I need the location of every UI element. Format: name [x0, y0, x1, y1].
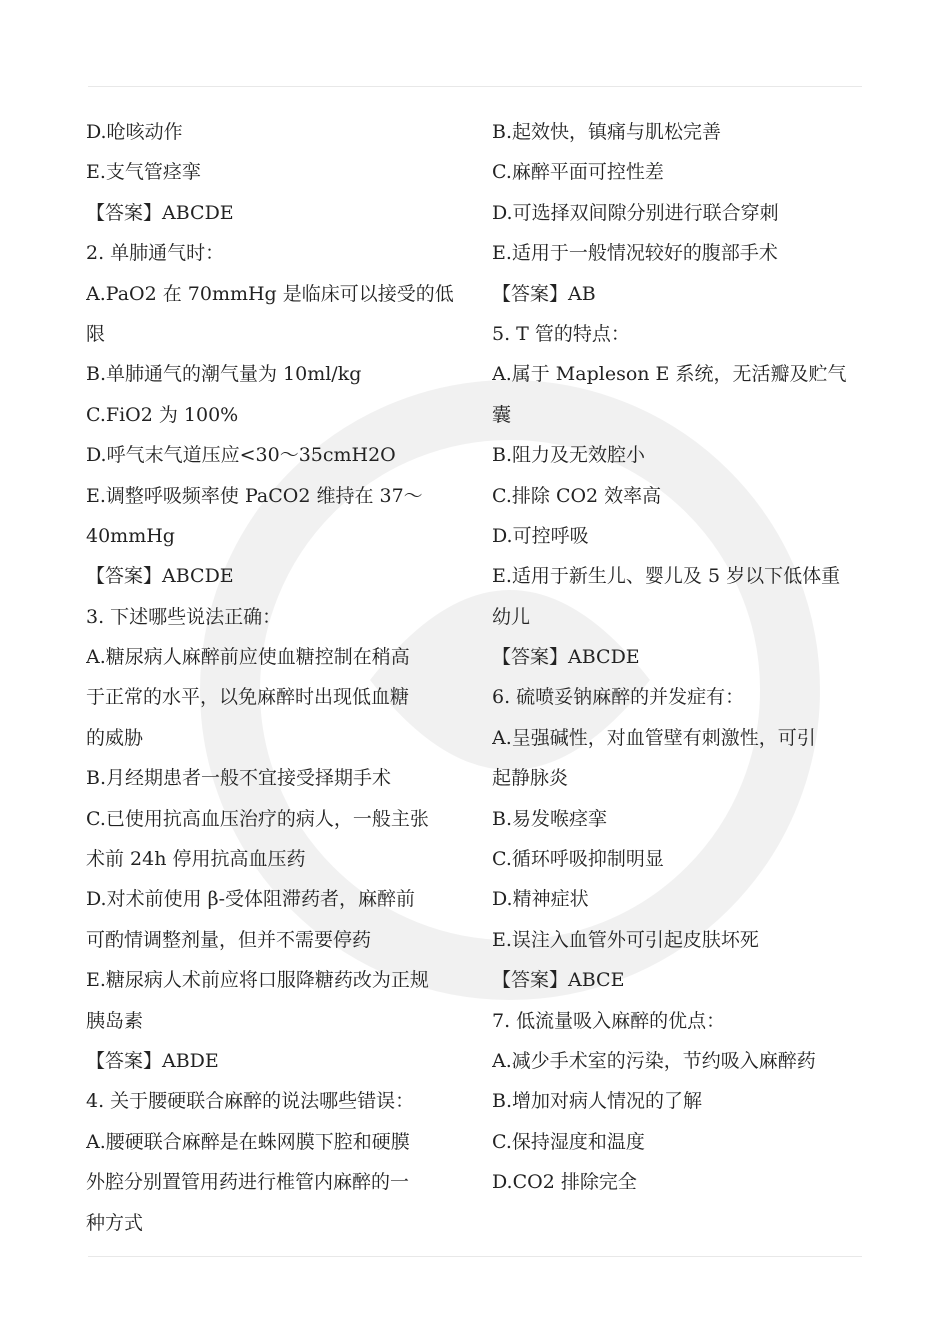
text-line: E.适用于新生儿、婴儿及 5 岁以下低体重 [492, 565, 841, 588]
text-line: A.呈强碱性，对血管壁有刺激性，可引 [492, 726, 816, 749]
text-line: 可酌情调整剂量，但并不需要停药 [86, 928, 372, 951]
text-line: 6. 硫喷妥钠麻醉的并发症有： [492, 686, 745, 709]
text-line: D.CO2 排除完全 [492, 1171, 637, 1194]
text-line: C.FiO2 为 100% [86, 403, 239, 426]
text-line: A.PaO2 在 70mmHg 是临床可以接受的低 [86, 282, 454, 305]
text-line: D.呛咳动作 [86, 121, 183, 143]
text-line: 起静脉炎 [492, 767, 569, 790]
text-line: 术前 24h 停用抗高血压药 [86, 848, 306, 871]
text-line: 的威胁 [86, 726, 144, 749]
text-line: E.调整呼吸频率使 PaCO2 维持在 37～ [86, 484, 423, 507]
header-divider [88, 86, 862, 87]
text-line: 3. 下述哪些说法正确： [86, 605, 282, 628]
text-line: D.可选择双间隙分别进行联合穿刺 [492, 201, 779, 224]
left-column [86, 112, 464, 1243]
right-column [492, 112, 870, 1203]
text-line: B.单肺通气的潮气量为 10ml/kg [86, 363, 362, 386]
text-line: D.呼气末气道压应<30～35cmH2O [86, 444, 396, 467]
text-line: D.可控呼吸 [492, 524, 589, 547]
text-line: 【答案】ABDE [86, 1049, 219, 1072]
text-line: B.增加对病人情况的了解 [492, 1090, 703, 1113]
text-line: B.易发喉痉挛 [492, 807, 608, 830]
text-line: D.对术前使用 β-受体阻滞药者，麻醉前 [86, 888, 416, 911]
text-line: 【答案】AB [492, 282, 596, 305]
text-line: C.保持湿度和温度 [492, 1130, 645, 1153]
text-line: 于正常的水平，以免麻醉时出现低血糖 [86, 686, 410, 709]
text-line: A.腰硬联合麻醉是在蛛网膜下腔和硬膜 [86, 1130, 410, 1153]
text-line: 2. 单肺通气时： [86, 242, 225, 265]
text-line: E.误注入血管外可引起皮肤坏死 [492, 928, 759, 951]
text-line: C.已使用抗高血压治疗的病人，一般主张 [86, 807, 429, 830]
footer-divider [88, 1256, 862, 1257]
text-line: E.支气管痉挛 [86, 161, 201, 184]
text-line: E.适用于一般情况较好的腹部手术 [492, 242, 778, 265]
text-line: C.循环呼吸抑制明显 [492, 848, 664, 871]
text-line: 40mmHg [86, 524, 175, 547]
text-line: A.糖尿病人麻醉前应使血糖控制在稍高 [86, 646, 410, 669]
text-line: C.排除 CO2 效率高 [492, 484, 662, 507]
text-line: 种方式 [86, 1211, 144, 1234]
text-line: 【答案】ABCDE [492, 646, 640, 669]
text-line: A.减少手术室的污染，节约吸入麻醉药 [492, 1049, 816, 1072]
text-line: 5. T 管的特点： [492, 322, 630, 345]
text-line: E.糖尿病人术前应将口服降糖药改为正规 [86, 969, 429, 992]
text-line: 【答案】ABCDE [86, 201, 234, 224]
text-line: 外腔分别置管用药进行椎管内麻醉的一 [86, 1171, 410, 1194]
text-line: B.月经期患者一般不宜接受择期手术 [86, 767, 392, 790]
text-line: 幼儿 [492, 605, 531, 628]
text-line: 7. 低流量吸入麻醉的优点： [492, 1009, 726, 1032]
text-line: 胰岛素 [86, 1009, 144, 1032]
text-line: 4. 关于腰硬联合麻醉的说法哪些错误： [86, 1090, 415, 1113]
text-line: B.起效快，镇痛与肌松完善 [492, 121, 722, 143]
text-line: 限 [86, 322, 106, 345]
text-line: A.属于 Mapleson E 系统，无活瓣及贮气 [492, 363, 847, 386]
text-line: 囊 [492, 403, 512, 426]
text-line: 【答案】ABCE [492, 969, 625, 992]
text-line: B.阻力及无效腔小 [492, 444, 646, 467]
text-line: 【答案】ABCDE [86, 565, 234, 588]
text-line: C.麻醉平面可控性差 [492, 161, 664, 184]
text-line: D.精神症状 [492, 888, 589, 911]
